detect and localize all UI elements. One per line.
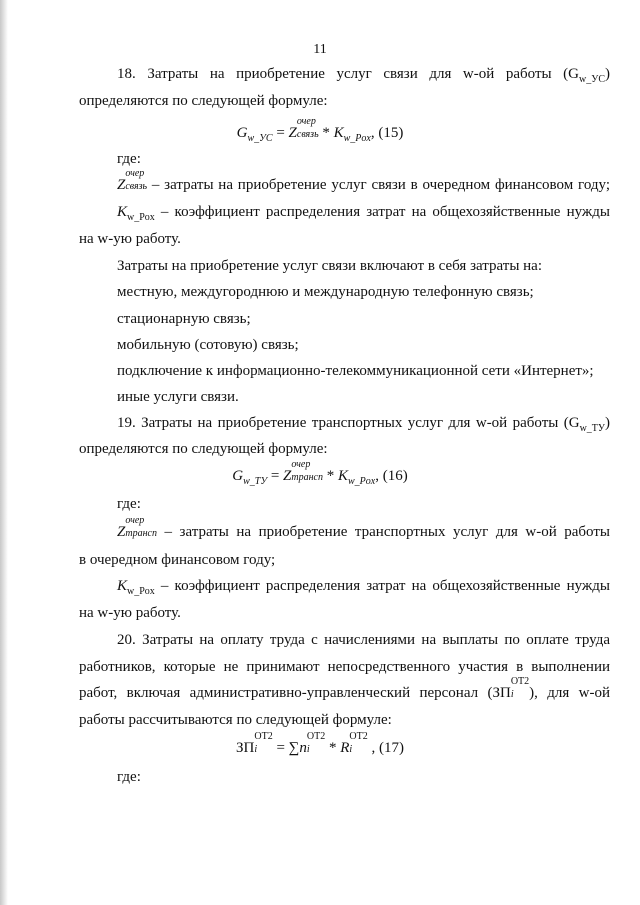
formula-15: $G_{w\_УС} = Z$ очер связь * $K_{w\_Pox}$, (15) xyxy=(236,116,404,144)
s18-where: где: xyxy=(117,151,141,167)
s18-def-k-cont: на w-ую работу. xyxy=(79,231,181,247)
s19-line-2: определяются по следующей формуле: xyxy=(79,441,328,457)
s18-item-4: подключение к информационно-телекоммуникационной сети «Интернет»; xyxy=(117,363,594,379)
s18-line-1: 18. Затраты на приобретение услуг связи для w-ой работы $(G_{w\_УС})$ xyxy=(117,66,610,85)
s18-line-2: определяются по следующей формуле: xyxy=(79,93,328,109)
s20-line-3: работ, включая административно-управленческий персонал (ЗП ОТ2 i ), для w-ой xyxy=(79,676,610,701)
s20-line-4: работы рассчитываются по следующей формуле: xyxy=(79,712,392,728)
s18-item-3: мобильную (сотовую) связь; xyxy=(117,337,299,353)
page-number: 11 xyxy=(313,42,327,57)
s18-item-2: стационарную связь; xyxy=(117,311,251,327)
s18-def-k: $K_{w\_Pox}$ – коэффициент распределения затрат на общехозяйственные нужды xyxy=(117,204,610,223)
formula-16: $G_{w\_ТУ} = Z$ очер трансп * $K_{w\_Pox}$, (16) xyxy=(232,459,408,487)
s19-where: где: xyxy=(117,496,141,512)
s19-line-1: 19. Затраты на приобретение транспортных услуг для w-ой работы $(G_{w\_ТУ})$ xyxy=(117,415,610,434)
s20-line-1: 20. Затраты на оплату труда с начислениями на выплаты по оплате труда xyxy=(117,632,610,648)
s19-def-z-cont: в очередном финансовом году; xyxy=(79,552,276,568)
s18-item-1: местную, междугороднюю и международную телефонную связь; xyxy=(117,284,534,300)
s18-includes: Затраты на приобретение услуг связи включают в себя затраты на: xyxy=(117,258,543,274)
formula-17: ЗП ОТ2 i = ∑n ОТ2 i * R ОТ2 i , (17) xyxy=(236,731,404,756)
s20-line-2: работников, которые не принимают непосредственного участия в выполнении xyxy=(79,659,610,675)
s19-def-z: Z очер трансп – затраты на приобретение транспортных услуг для w-ой работы xyxy=(117,515,610,540)
s18-item-5: иные услуги связи. xyxy=(117,389,239,405)
s18-def-z: Z очер связь – затраты на приобретение услуг связи в очередном финансовом году; xyxy=(117,168,610,193)
s19-def-k: $K_{w\_Pox}$ – коэффициент распределения затрат на общехозяйственные нужды xyxy=(117,578,610,597)
s20-where: где: xyxy=(117,769,141,785)
s19-def-k-cont: на w-ую работу. xyxy=(79,605,181,621)
